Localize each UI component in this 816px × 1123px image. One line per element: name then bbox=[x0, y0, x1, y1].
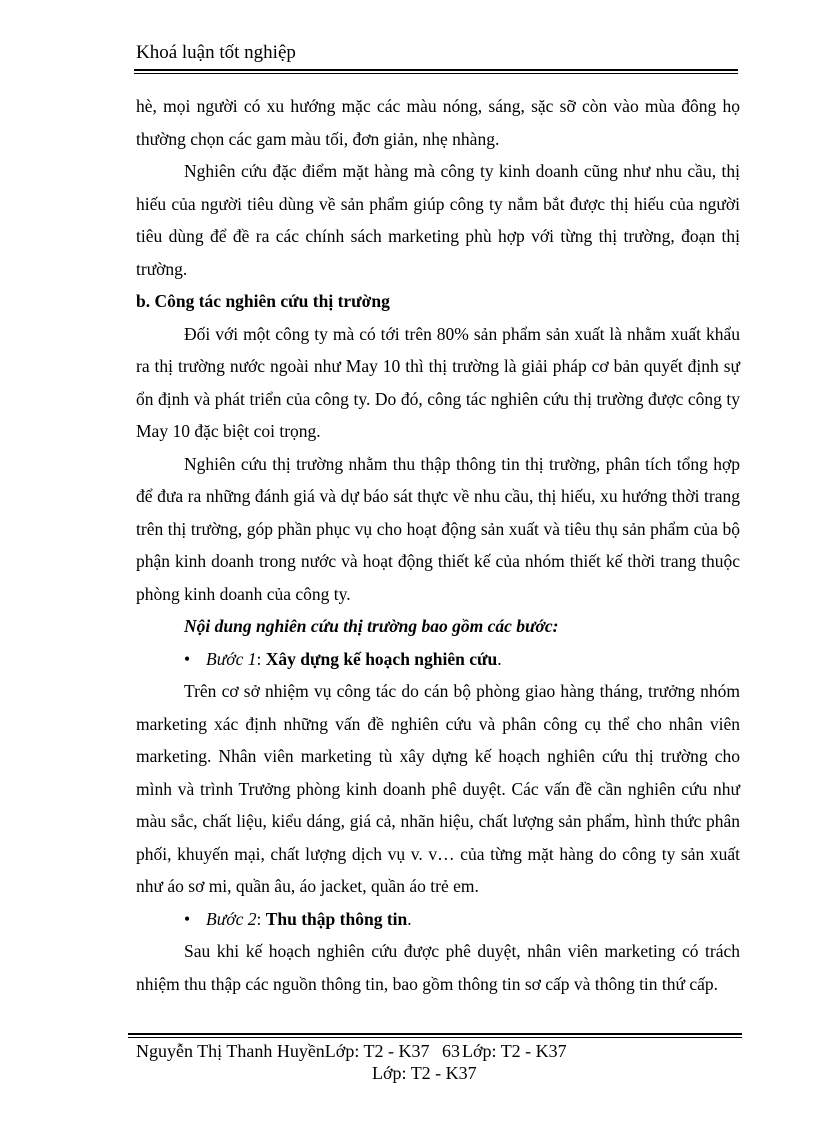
header-rule-thin bbox=[134, 73, 738, 74]
step-1-end: . bbox=[497, 648, 502, 669]
footer-author-class: Nguyễn Thị Thanh HuyềnLớp: T2 - K37 bbox=[136, 1041, 430, 1061]
footer-class-line2: Lớp: T2 - K37 bbox=[372, 1063, 477, 1083]
step-2-separator: : bbox=[256, 908, 266, 929]
document-body bbox=[136, 90, 740, 1000]
bullet-step-1 bbox=[136, 643, 740, 676]
step-2-end: . bbox=[407, 908, 412, 929]
paragraph-3: Đối với một công ty mà có tới trên 80% sản phẩm sản xuất là nhằm xuất khẩu ra thị trường nước ngoài như May 10 thì thị trường là giải pháp cơ bản quyết định sự ổn định và phát triển của công ty. Do đó, công tác nghiên cứu thị trường được công ty May 10 đặc biệt coi trọng. bbox=[136, 323, 740, 441]
bullet-icon: • bbox=[184, 908, 191, 929]
header-title: Khoá luận tốt nghiệp bbox=[136, 42, 296, 63]
header-rule bbox=[134, 69, 738, 71]
footer-page-number: 63 bbox=[442, 1041, 460, 1061]
paragraph-4: Nghiên cứu thị trường nhằm thu thập thông tin thị trường, phân tích tổng hợp để đưa ra những đánh giá và dự báo sát thực về nhu cầu, thị hiếu, xu hướng thời trang trên thị trường, góp phần phục vụ cho hoạt động sản xuất và tiêu thụ sản phẩm của bộ phận kinh doanh trong nước và hoạt động thiết kế của nhóm thiết kế thời trang thuộc phòng kinh doanh của công ty. bbox=[136, 453, 740, 604]
step-1-label: Bước 1 bbox=[206, 648, 257, 669]
paragraph-6: Sau khi kế hoạch nghiên cứu được phê duyệt, nhân viên marketing có trách nhiệm thu thập các nguồn thông tin, bao gồm thông tin sơ cấp và thông tin thứ cấp. bbox=[136, 941, 740, 994]
step-1-separator: : bbox=[256, 648, 266, 669]
step-2-title: Thu thập thông tin bbox=[265, 908, 408, 929]
step-2-label: Bước 2 bbox=[206, 908, 257, 929]
footer-rule bbox=[128, 1033, 742, 1035]
paragraph-1: hè, mọi người có xu hướng mặc các màu nóng, sáng, sặc sỡ còn vào mùa đông họ thường chọn các gam màu tối, đơn giản, nhẹ nhàng. bbox=[136, 96, 740, 149]
bullet-step-2 bbox=[136, 903, 740, 936]
section-heading: b. Công tác nghiên cứu thị trường bbox=[136, 291, 390, 311]
footer-class-overlay: Lớp: T2 - K37 bbox=[462, 1041, 567, 1061]
paragraph-2: Nghiên cứu đặc điểm mặt hàng mà công ty kinh doanh cũng như nhu cầu, thị hiếu của người tiêu dùng về sản phẩm giúp công ty nắm bắt được thị hiếu của người tiêu dùng để đề ra các chính sách marketing phù hợp với từng thị trường, đoạn thị trường. bbox=[136, 161, 740, 279]
paragraph-5: Trên cơ sở nhiệm vụ công tác do cán bộ phòng giao hàng tháng, trưởng nhóm marketing xác định những vấn đề nghiên cứu và phân công cụ thể cho nhân viên marketing. Nhân viên marketing tù xây dựng kế hoạch nghiên cứu thị trường cho mình và trình Trưởng phòng kinh doanh phê duyệt. Các vấn đề cần nghiên cứu như màu sắc, chất liệu, kiểu dáng, giá cả, nhãn hiệu, chất lượng sản phẩm, hình thức phân phối, khuyến mại, chất lượng dịch vụ v. v… của từng mặt hàng do công ty sản xuất như áo sơ mi, quần âu, áo jacket, quần áo trẻ em. bbox=[136, 681, 740, 896]
bullet-icon: • bbox=[184, 648, 191, 669]
subheading: Nội dung nghiên cứu thị trường bao gồm các bước: bbox=[184, 616, 559, 636]
step-1-title: Xây dựng kế hoạch nghiên cứu bbox=[265, 648, 498, 669]
footer-rule-thin bbox=[128, 1037, 742, 1038]
